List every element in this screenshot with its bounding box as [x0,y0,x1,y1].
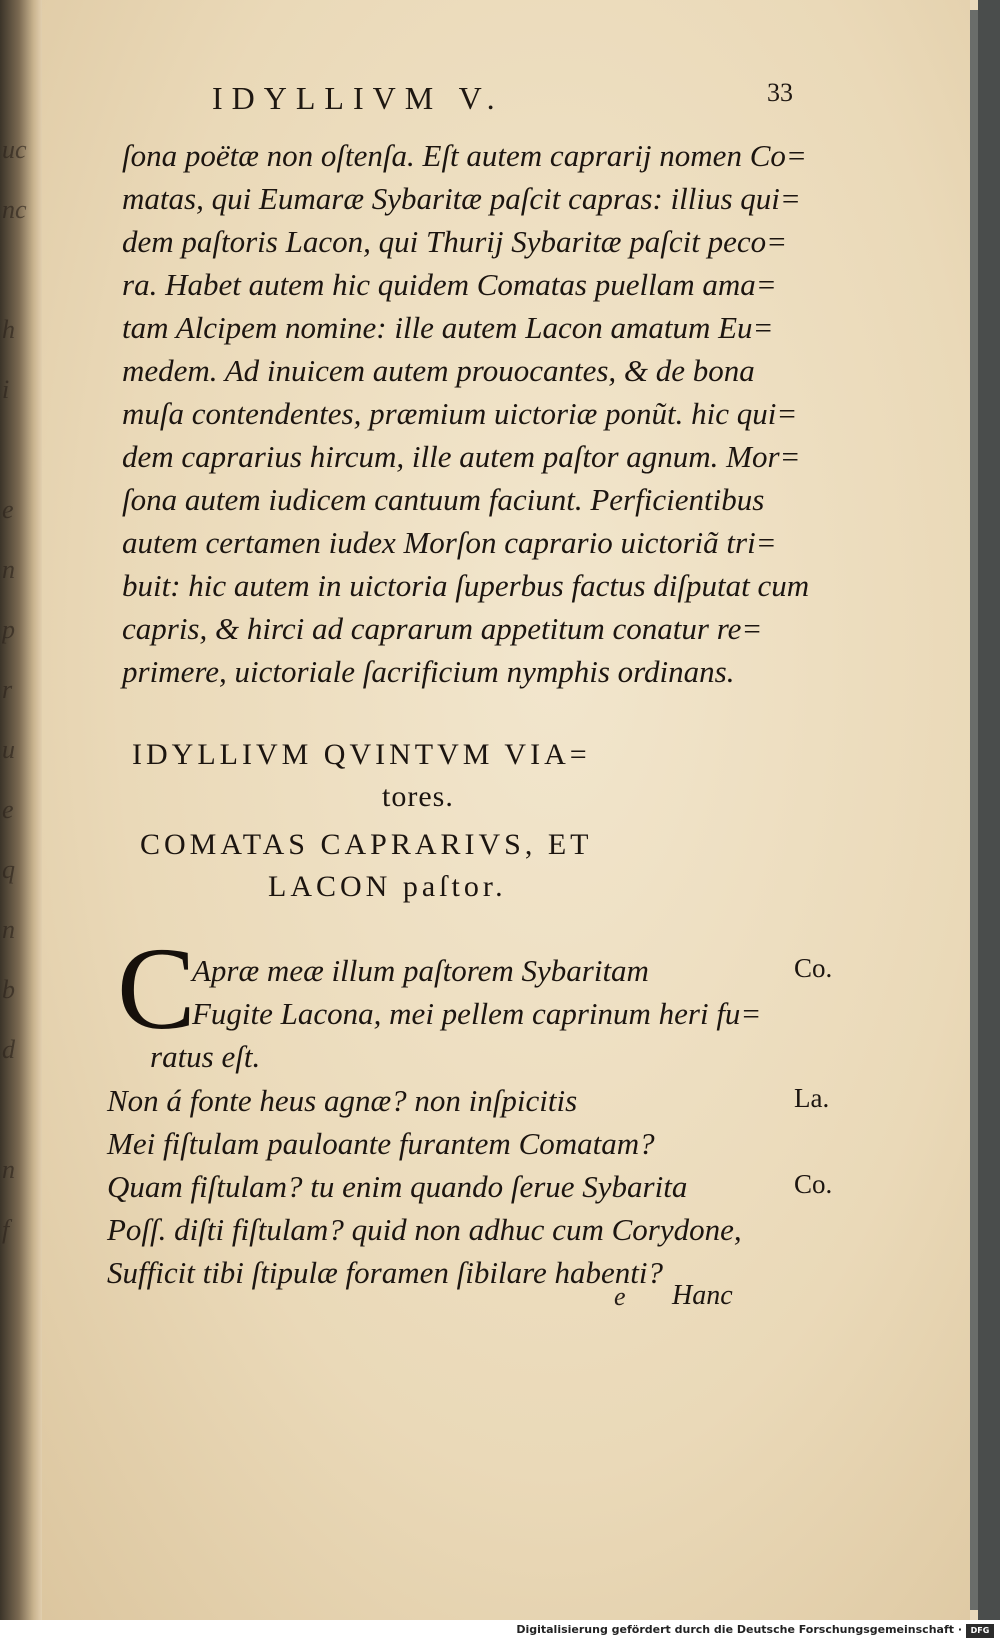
argument-line: dem caprarius hircum, ille autem paſtor agnum. Mor= [122,439,801,474]
speakers-heading-continued: LACON paſtor. [268,870,507,903]
argument-line: capris, & hirci ad caprarum appetitum conatur re= [122,611,763,646]
footer-bar [0,1620,1000,1642]
poem-line: Sufficit tibi ſtipulæ foramen ſibilare habenti? [107,1255,663,1290]
speaker-label: Co. [794,1169,833,1199]
catchword: Hanc [672,1280,733,1311]
dfg-logo-icon: DFG [966,1624,994,1638]
running-head: IDYLLIVM V. [212,80,504,116]
poem-line: Poſſ. diſti fiſtulam? quid non adhuc cum Corydone, [107,1212,742,1247]
speakers-heading: COMATAS CAPRARIVS, ET [140,828,593,861]
poem-line: Quam fiſtulam? tu enim quando ſerue Sybarita [107,1169,688,1204]
argument-line: primere, uictoriale ſacrificium nymphis ordinans. [122,654,735,689]
speaker-label: La. [794,1083,830,1113]
poem-line: Fugite Lacona, mei pellem caprinum heri fu= [192,996,762,1031]
poem-line: ratus eſt. [150,1039,261,1074]
page-number: 33 [767,78,793,107]
argument-line: tam Alcipem nomine: ille autem Lacon amatum Eu= [122,310,774,345]
drop-cap: C [117,923,196,1054]
left-gutter [0,0,42,1620]
argument-line: ra. Habet autem hic quidem Comatas puellam ama= [122,267,777,302]
poem-line: Mei fiſtulam pauloante furantem Comatam? [107,1126,655,1161]
argument-line: muſa contendentes, præmium uictoriæ ponũt. hic qui= [122,396,798,431]
poem-line: Apræ meæ illum paſtorem Sybaritam [192,953,649,988]
poem-line: Non á fonte heus agnæ? non inſpicitis [107,1083,578,1118]
book-board [978,0,1000,1620]
book-page [42,0,970,1620]
argument-line: matas, qui Eumaræ Sybaritæ paſcit capras: illius qui= [122,181,801,216]
footer-credit: Digitalisierung gefördert durch die Deutsche Forschungsgemeinschaft · [516,1623,962,1636]
idyll-title: IDYLLIVM QVINTVM VIA= [132,738,591,771]
argument-line: autem certamen iudex Morſon caprario uictoriã tri= [122,525,777,560]
argument-line: ſona autem iudicem cantuum faciunt. Perficientibus [122,482,765,517]
argument-line: buit: hic autem in uictoria ſuperbus factus diſputat cum [122,568,810,603]
argument-line: medem. Ad inuicem autem prouocantes, & de bona [122,353,755,388]
gutter-text: uc nc h i e n p r u e q n b d n f [2,135,27,1244]
argument-line: ſona poëtæ non oſtenſa. Eſt autem caprarij nomen Co= [122,138,807,173]
argument-line: dem paſtoris Lacon, qui Thurij Sybaritæ paſcit peco= [122,224,788,259]
speaker-label: Co. [794,953,833,983]
signature-mark: e [614,1282,626,1311]
idyll-title-continued: tores. [382,780,454,813]
